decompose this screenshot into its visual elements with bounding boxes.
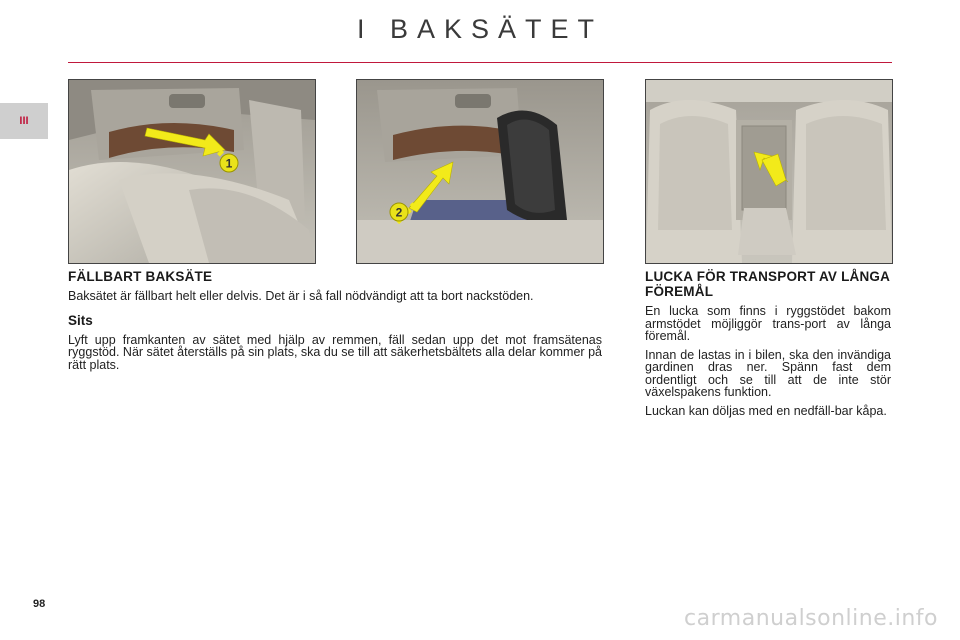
page-number: 98 — [33, 598, 46, 610]
rear-seat-photo-2 — [356, 79, 604, 264]
section-intro: Baksätet är fällbart helt eller delvis. Det är i så fall nödvändigt att ta bort nackstöden. — [68, 289, 534, 303]
page-title: I BAKSÄTET — [356, 14, 604, 44]
ski-hatch-section — [645, 269, 891, 417]
title-divider — [68, 62, 892, 63]
callout-2 — [390, 203, 408, 221]
section-paragraph: En lucka som finns i ryggstödet bakom armstödet möjliggör trans-port av långa föremål. — [645, 304, 891, 343]
svg-text:1: 1 — [225, 156, 233, 171]
section-paragraph: Innan de lastas in i bilen, ska den invändiga gardinen dras ner. Spänn fast dem ordentligt och se till att de inte stör växelspakens funktion. — [645, 347, 891, 399]
watermark: carmanualsonline.info — [684, 606, 938, 631]
rear-seat-photo-1 — [68, 79, 316, 264]
ski-hatch-photo — [645, 79, 893, 264]
svg-text:2: 2 — [395, 205, 403, 220]
section-heading: FÄLLBART BAKSÄTE — [68, 269, 213, 284]
chapter-label: III — [19, 115, 29, 127]
subsection-heading: Sits — [68, 312, 93, 328]
subsection-body: Lyft upp framkanten av sätet med hjälp av remmen, fäll sedan upp det mot framsätenas ryggstöd. När sätet återställs på sin plats, ska du se till att säkerhetsbältets alla delar kommer på rätt plats. — [68, 332, 602, 372]
foldable-seat-section — [68, 269, 602, 371]
callout-1 — [220, 154, 238, 172]
section-paragraph: Luckan kan döljas med en nedfäll-bar kåpa. — [645, 403, 887, 418]
chapter-tab — [0, 103, 48, 139]
section-heading: LUCKA FÖR TRANSPORT AV LÅNGA FÖREMÅL — [645, 269, 890, 299]
